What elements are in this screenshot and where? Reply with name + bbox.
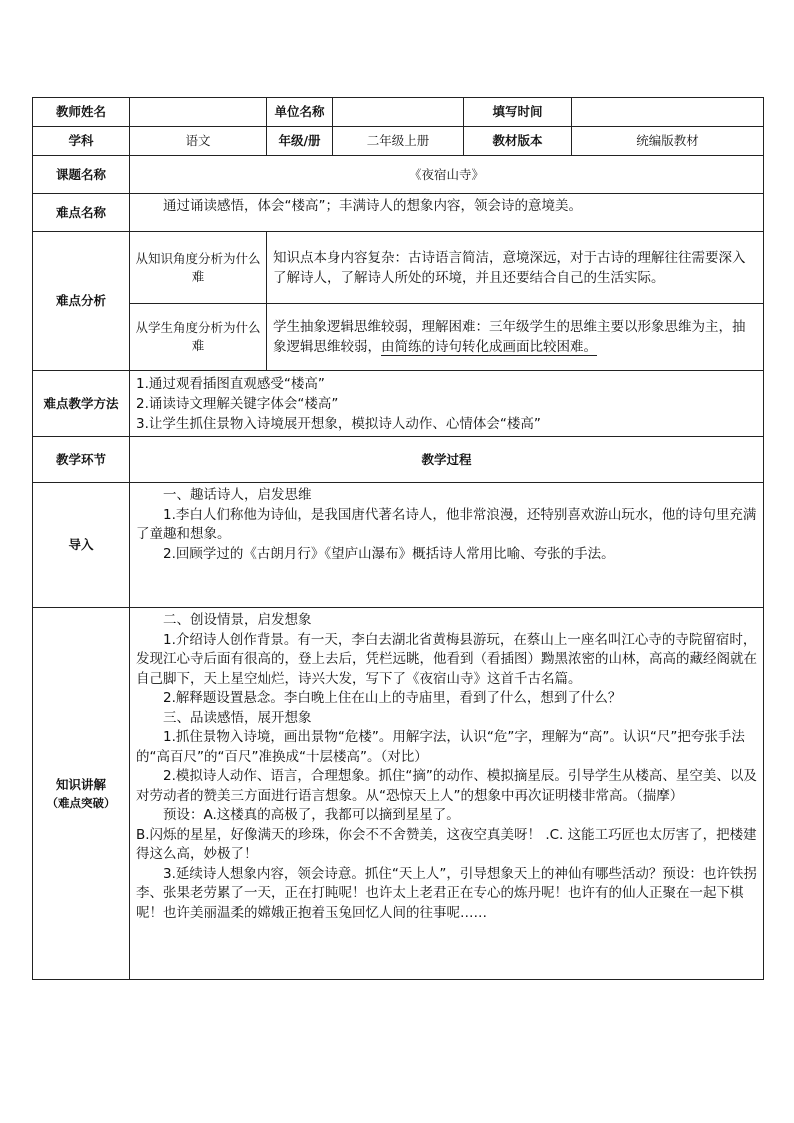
lesson-plan-table — [32, 97, 764, 980]
analysis-knowledge-row — [33, 232, 764, 304]
analysis-label: 难点分析 — [33, 232, 130, 371]
process-header-row — [33, 437, 764, 483]
grade-label: 年级/册 — [267, 127, 333, 156]
stage-header-label: 教学环节 — [33, 437, 130, 483]
intro-row — [33, 483, 764, 608]
student-angle-text-b: 由简练的诗句转化成画面比较困难。 — [381, 339, 597, 355]
explain-line-2: 1.介绍诗人创作背景。有一天，李白去湖北省黄梅县游玩，在蔡山上一座名叫江心寺的寺院留宿时，发现江心寺后面有很高的，登上去后，凭栏远眺，他看到（看插图）黝黑浓密的山林，高高的藏经阁就在自己脚下，天上星空灿烂，诗兴大发，写下了《夜宿山寺》这首千古名篇。 — [136, 631, 757, 687]
intro-line-1: 一、趣话诗人，启发思维 — [163, 487, 312, 503]
method-row — [33, 371, 764, 437]
knowledge-angle-label: 从知识角度分析为什么难 — [130, 232, 267, 304]
explain-line-3: 2.解释题设置悬念。李白晚上住在山上的寺庙里，看到了什么，想到了什么？ — [163, 690, 622, 706]
explain-line-7: 预设：A.这楼真的高极了，我都可以摘到星星了。 — [163, 807, 460, 823]
edition-value: 统编版教材 — [572, 127, 764, 156]
explain-line-6: 2.模拟诗人动作、语言，合理想象。抓住“摘”的动作、模拟摘星辰。引导学生从楼高、星空美、以及对劳动者的赞美三方面进行语言想象。从“恐惊天上人”的想象中再次证明楼非常高。（揣摩） — [136, 768, 757, 804]
student-angle-label: 从学生角度分析为什么难 — [130, 304, 267, 371]
difficulty-label: 难点名称 — [33, 194, 130, 232]
teacher-name-value[interactable] — [130, 98, 267, 127]
unit-name-label: 单位名称 — [267, 98, 333, 127]
knowledge-angle-text: 知识点本身内容复杂：古诗语言简洁，意境深远，对于古诗的理解往往需要深入了解诗人，了解诗人所处的环境，并且还要结合自己的生活实际。 — [267, 232, 764, 304]
grade-value: 二年级上册 — [333, 127, 464, 156]
intro-label: 导入 — [33, 483, 130, 608]
explain-label-cell — [33, 608, 130, 980]
explain-line-8: B.闪烁的星星，好像满天的珍珠，你会不不舍赞美，这夜空真美呀！ .C. 这能工巧匠也太厉害了，把楼建得这么高，妙极了！ — [136, 826, 757, 862]
difficulty-value: 通过诵读感悟，体会“楼高”；丰满诗人的想象内容，领会诗的意境美。 — [130, 194, 764, 232]
explain-line-5: 1.抓住景物入诗境，画出景物“危楼”。用解字法，认识“危”字，理解为“高”。认识“尺”把夸张手法的“高百尺”的“百尺”准换成“十层楼高”。（对比） — [136, 729, 745, 765]
explain-line-9: 3.延续诗人想象内容，领会诗意。抓住“天上人”，引导想象天上的神仙有哪些活动？预设：也许铁拐李、张果老劳累了一天，正在打盹呢！也许太上老君正在专心的炼丹呢！也许有的仙人正聚在一起下棋呢！也许美丽温柔的嫦娥正抱着玉兔回忆人间的往事呢…… — [136, 865, 757, 921]
subject-label: 学科 — [33, 127, 130, 156]
topic-value: 《夜宿山寺》 — [130, 156, 764, 194]
explain-line-1: 二、创设情景，启发想象 — [163, 612, 312, 628]
method-item-1: 1.通过观看插图直观感受“楼高” — [136, 375, 325, 392]
explain-row — [33, 608, 764, 980]
difficulty-row — [33, 194, 764, 232]
process-header-label: 教学过程 — [130, 437, 764, 483]
edition-label: 教材版本 — [464, 127, 572, 156]
student-angle-text-a: 学生抽象逻辑思维较弱，理解困难：三年级学生的思维主要以形象思维为主，抽象逻辑思维较弱， — [273, 319, 746, 355]
fill-date-label: 填写时间 — [464, 98, 572, 127]
student-angle-text — [267, 304, 764, 371]
teacher-name-label: 教师姓名 — [33, 98, 130, 127]
analysis-student-row — [33, 304, 764, 371]
unit-name-value[interactable] — [333, 98, 464, 127]
intro-content — [130, 483, 764, 608]
intro-line-3: 2.回顾学过的《古朗月行》《望庐山瀑布》概括诗人常用比喻、夸张的手法。 — [163, 545, 615, 562]
topic-label: 课题名称 — [33, 156, 130, 194]
fill-date-value[interactable] — [572, 98, 764, 127]
header-row — [33, 98, 764, 127]
explain-label-sub: （难点突破） — [46, 795, 116, 810]
subject-value: 语文 — [130, 127, 267, 156]
method-item-3: 3.让学生抓住景物入诗境展开想象，模拟诗人动作、心情体会“楼高” — [136, 415, 541, 432]
explain-label: 知识讲解 — [55, 776, 106, 792]
method-label: 难点教学方法 — [33, 371, 130, 437]
topic-row — [33, 156, 764, 194]
subject-row — [33, 127, 764, 156]
intro-line-2: 1.李白人们称他为诗仙，是我国唐代著名诗人，他非常浪漫，还特别喜欢游山玩水，他的诗句里充满了童趣和想象。 — [136, 506, 757, 542]
method-item-2: 2.诵读诗文理解关键字体会“楼高” — [136, 395, 339, 412]
explain-content — [130, 608, 764, 980]
method-list — [130, 371, 764, 437]
explain-line-4: 三、品读感悟，展开想象 — [163, 709, 312, 726]
